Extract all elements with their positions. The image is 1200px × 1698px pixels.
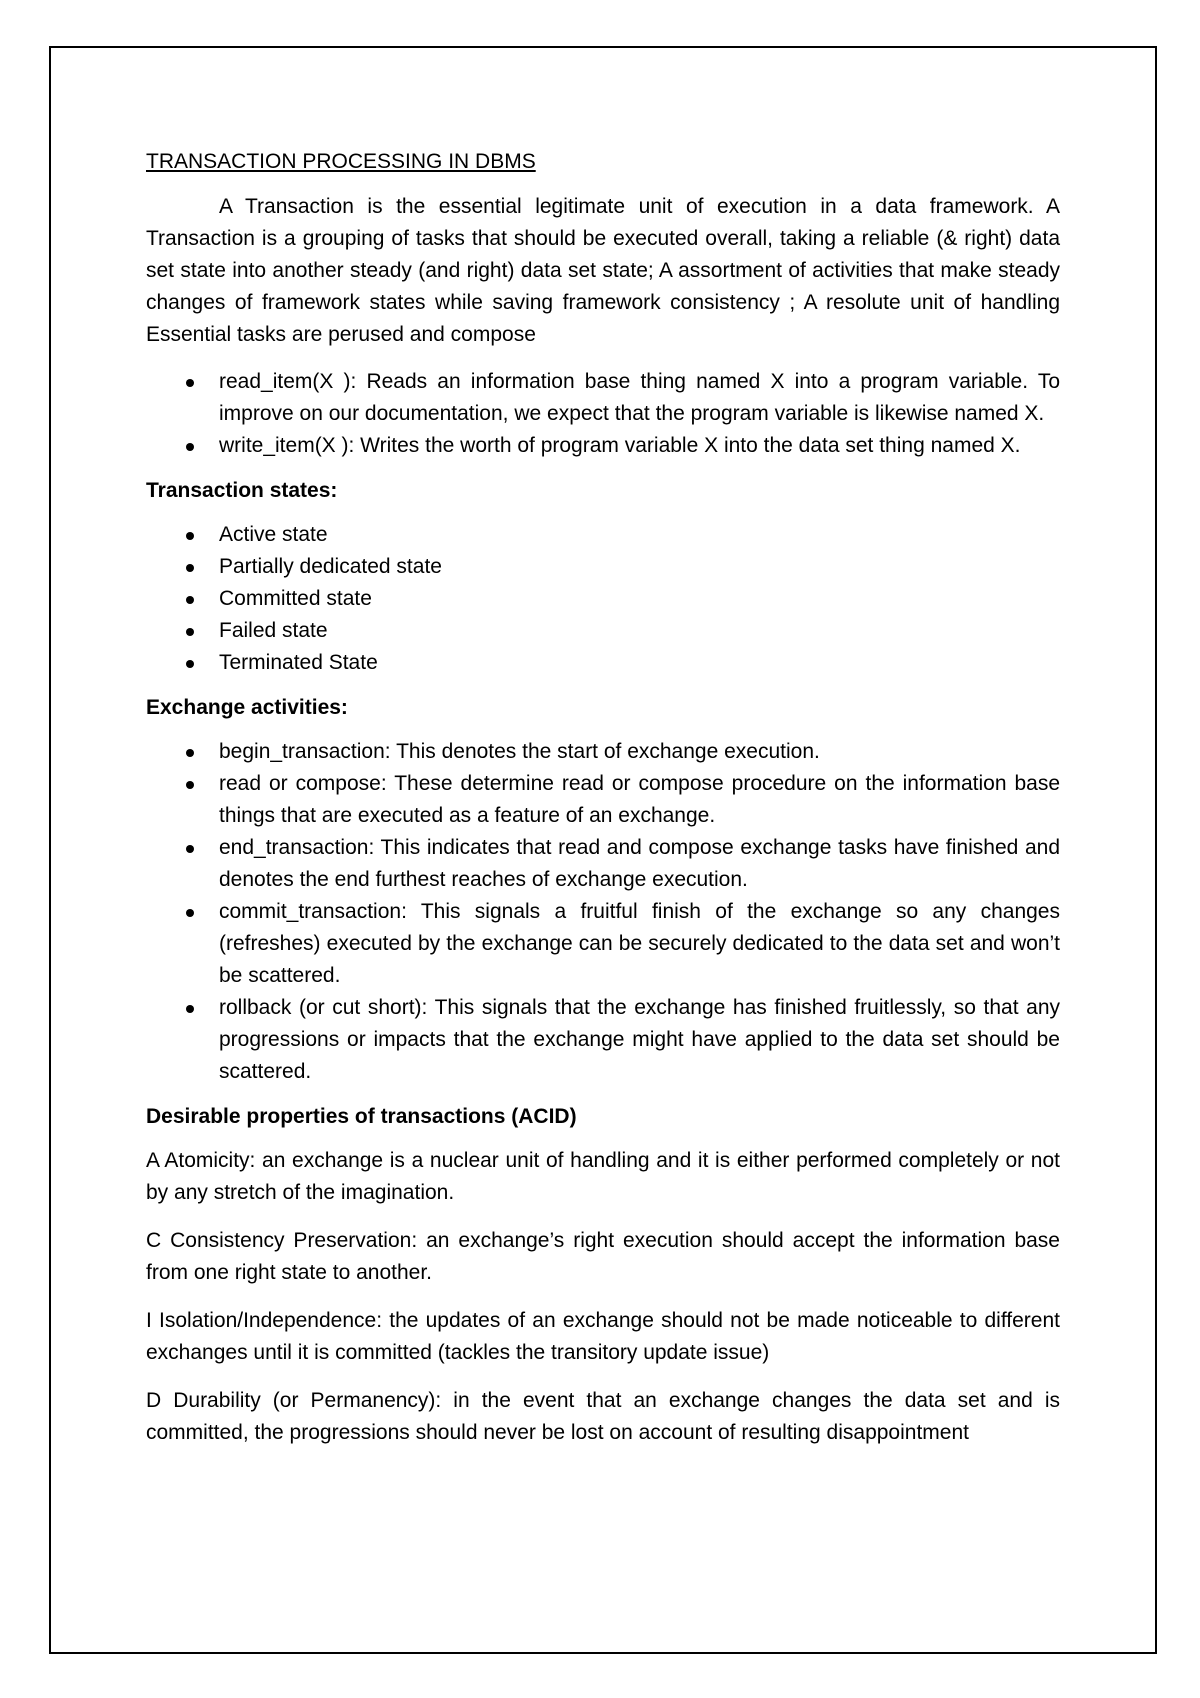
list-item: read_item(X ): Reads an information base thing named X into a program variable. To improve on our documentation, we expect that the program variable is likewise named X. — [146, 366, 1060, 430]
list-item: write_item(X ): Writes the worth of program variable X into the data set thing named X. — [146, 430, 1060, 462]
acid-heading: Desirable properties of transactions (ACID) — [146, 1105, 577, 1128]
list-item: begin_transaction: This denotes the start of exchange execution. — [146, 736, 1060, 768]
list-item: Partially dedicated state — [146, 551, 1060, 583]
acid-durability: D Durability (or Permanency): in the event that an exchange changes the data set and is committed, the progressions should never be lost on account of resulting disappointment — [146, 1389, 1060, 1444]
acid-isolation: I Isolation/Independence: the updates of an exchange should not be made noticeable to different exchanges until it is committed (tackles the transitory update issue) — [146, 1309, 1060, 1364]
list-item: rollback (or cut short): This signals that the exchange has finished fruitlessly, so that any progressions or impacts that the exchange might have applied to the data set should be scattered. — [146, 992, 1060, 1088]
acid-atomicity: A Atomicity: an exchange is a nuclear unit of handling and it is either performed completely or not by any stretch of the imagination. — [146, 1149, 1060, 1204]
list-item: Failed state — [146, 615, 1060, 647]
document-body — [146, 148, 1060, 1465]
activities-list — [146, 736, 1060, 1088]
list-item: end_transaction: This indicates that read and compose exchange tasks have finished and denotes the end furthest reaches of exchange execution. — [146, 832, 1060, 896]
acid-properties — [146, 1145, 1060, 1449]
list-item: Committed state — [146, 583, 1060, 615]
states-heading: Transaction states: — [146, 479, 338, 502]
list-item: commit_transaction: This signals a fruitful finish of the exchange so any changes (refreshes) executed by the exchange can be securely dedicated to the data set and won’t be scattered. — [146, 896, 1060, 992]
acid-consistency: C Consistency Preservation: an exchange’s right execution should accept the information base from one right state to another. — [146, 1229, 1060, 1284]
list-item: Active state — [146, 519, 1060, 551]
operations-list — [146, 366, 1060, 462]
states-list — [146, 519, 1060, 679]
document-title: TRANSACTION PROCESSING IN DBMS — [146, 150, 536, 173]
intro-paragraph: A Transaction is the essential legitimate unit of execution in a data framework. A Transaction is a grouping of tasks that should be executed overall, taking a reliable (& right) data set state into another steady (and right) data set state; A assortment of activities that make steady changes of framework states while saving framework consistency ; A resolute unit of handling Essential tasks are perused and compose — [146, 195, 1060, 346]
list-item: read or compose: These determine read or compose procedure on the information base things that are executed as a feature of an exchange. — [146, 768, 1060, 832]
activities-heading: Exchange activities: — [146, 696, 348, 719]
list-item: Terminated State — [146, 647, 1060, 679]
